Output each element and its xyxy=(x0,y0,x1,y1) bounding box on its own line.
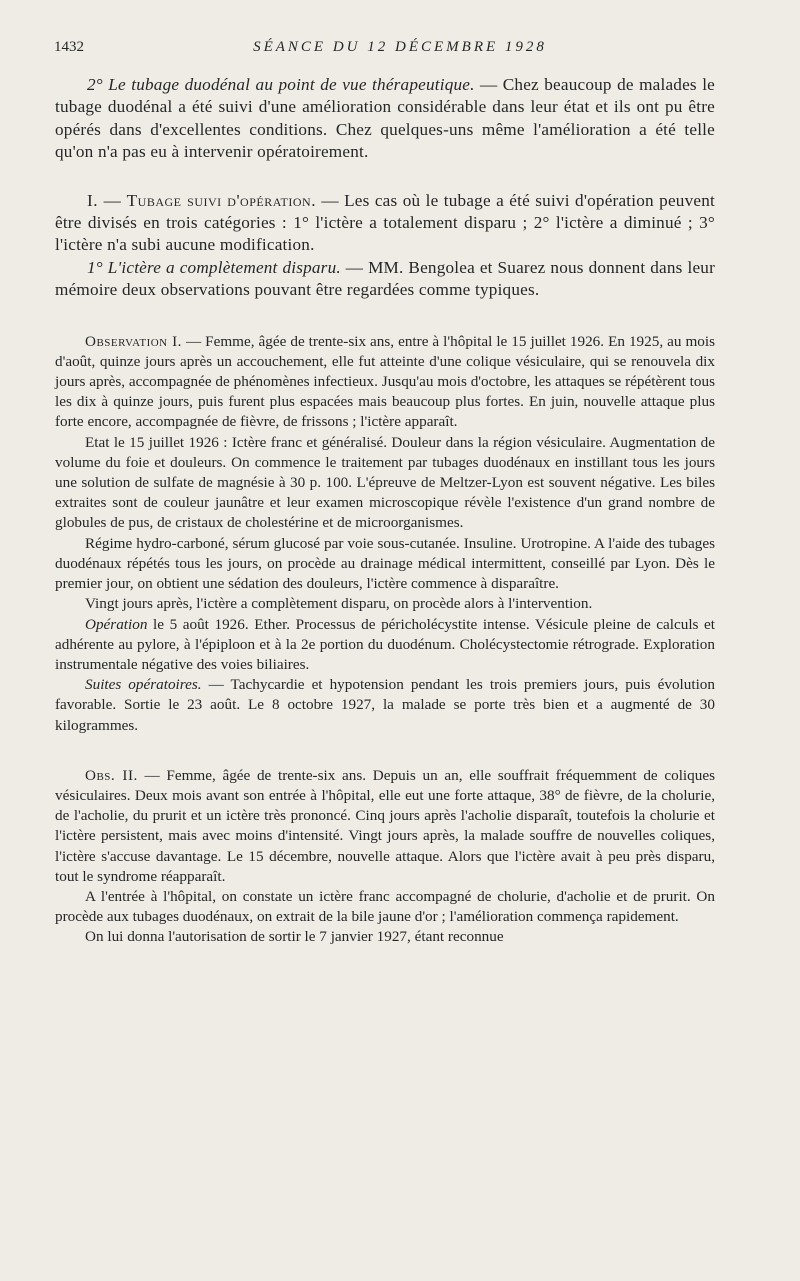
paragraph-therapeutic-tubage xyxy=(55,74,715,164)
observation-1-paragraph-2: Etat le 15 juillet 1926 : Ictère franc et généralisé. Douleur dans la région vésiculaire. Augmentation de volume du foie et douleurs. On commence le traitement par tubages duodénaux en instillant tous les jours une solution de sulfate de magnésie à 30 p. 100. L'épreuve de Meltzer-Lyon est souvent négative. Les biles extraites sont de couleur jaunâtre et leur examen microscopique révèle l'existence d'un grand nombre de globules de pus, de cristaux de cholestérine et de microorganismes. xyxy=(55,433,715,532)
page-number: 1432 xyxy=(54,39,84,55)
paragraph-complete-disappearance xyxy=(55,257,715,302)
section-2-text: — Chez beaucoup de malades le tubage duodénal a été suivi d'une amélioration considérable dans leur état et ils ont pu être opérés dans d'excellentes conditions. Chez quelques-uns même l'amélioration a été telle qu'on n'a pas eu à intervenir opératoirement. xyxy=(55,75,715,162)
postoperative-label: Suites opératoires. xyxy=(85,676,202,694)
header-title: SÉANCE DU 12 DÉCEMBRE 1928 xyxy=(253,39,547,55)
observation-1-text-1: — Femme, âgée de trente-six ans, entre à l'hôpital le 15 juillet 1926. En 1925, au mois d'août, quinze jours après un accouchement, elle fut atteinte d'une colique vésiculaire, qui se renouvela dix jours après, accompagnée de phénomènes infectieux. Jusqu'au mois d'octobre, les attaques se répétèrent tous les dix à quinze jours, puis furent plus espacées mais beaucoup plus fortes. En juin, nouvelle attaque plus forte encore, accompagnée de fièvre, de frissons ; l'ictère apparaît. xyxy=(55,332,715,431)
observation-1-paragraph-3: Régime hydro-carboné, sérum glucosé par voie sous-cutanée. Insuline. Urotropine. A l'aide des tubages duodénaux répétés tous les jours, on procède au drainage médical intermittent, conseillé par Lyon. Dès le premier jour, on obtient une sédation des douleurs, l'ictère commence à disparaître. xyxy=(55,534,715,593)
operation-label: Opération xyxy=(85,615,148,633)
observation-2-paragraph-3: On lui donna l'autorisation de sortir le 7 janvier 1927, étant reconnue xyxy=(85,928,504,946)
section-2-label: 2° Le tubage duodénal au point de vue thérapeutique. xyxy=(87,75,475,94)
observation-2-paragraph-2: A l'entrée à l'hôpital, on constate un ictère franc accompagné de cholurie, d'acholie et de prurit. On procède aux tubages duodénaux, on extrait de la bile jaune d'or ; l'amélioration commença rapidement. xyxy=(55,887,715,926)
observation-1-text-6: — Tachycardie et hypotension pendant les trois premiers jours, puis évolution favorable. Sortie le 23 août. Le 8 octobre 1927, la malade se porte très bien et a augmenté de 30 kilogrammes. xyxy=(55,676,715,734)
running-head xyxy=(0,39,800,59)
body-text xyxy=(55,74,715,948)
section-1-text: — Les cas où le tubage a été suivi d'opération peuvent être divisés en trois catégories : 1° l'ictère a totalement disparu ; 2° l'ictère a diminué ; 3° l'ictère n'a subi aucune modification. xyxy=(55,190,715,255)
observation-1-label: Observation I. xyxy=(85,332,182,350)
observation-1-text-5: le 5 août 1926. Ether. Processus de péricholécystite intense. Vésicule pleine de calculs et adhérente au pylore, à l'épiploon et à la 2e portion du duodénum. Cholécystectomie rétrograde. Exploration instrumentale négative des voies biliaires. xyxy=(55,615,715,673)
observation-1-paragraph-6 xyxy=(55,675,715,736)
section-heading: I. — Tubage suivi d'opération. xyxy=(87,190,317,210)
observation-2-text-1: — Femme, âgée de trente-six ans. Depuis un an, elle souffrait fréquemment de coliques vésiculaires. Deux mois avant son entrée à l'hôpital, elle eut une forte attaque, 38° de fièvre, de la cholurie, de l'acholie, du prurit et un ictère très prononcé. Cinq jours après l'acholie disparaît, toutefois la cholurie et l'ictère persistent, mais avec moins d'intensité. Vingt jours après, la malade souffre de nouvelles coliques, l'ictère s'accuse davantage. Le 15 décembre, nouvelle attaque. Alors que l'ictère avait à peu près disparu, tout le syndrome réapparaît. xyxy=(55,766,715,885)
observation-1-paragraph-4: Vingt jours après, l'ictère a complètement disparu, on procède alors à l'intervention. xyxy=(85,595,593,613)
observation-2-label: Obs. II. xyxy=(85,766,138,784)
subsection-label: 1° L'ictère a complètement disparu. xyxy=(87,257,341,277)
subsection-text: — MM. Bengolea et Suarez nous donnent dans leur mémoire deux observations pouvant être regardées comme typiques. xyxy=(55,257,715,300)
observation-1-paragraph-5 xyxy=(55,615,715,676)
observation-2-paragraph-1 xyxy=(55,766,715,887)
paragraph-tubage-operation xyxy=(55,190,715,257)
observation-1-paragraph-1 xyxy=(55,332,715,433)
